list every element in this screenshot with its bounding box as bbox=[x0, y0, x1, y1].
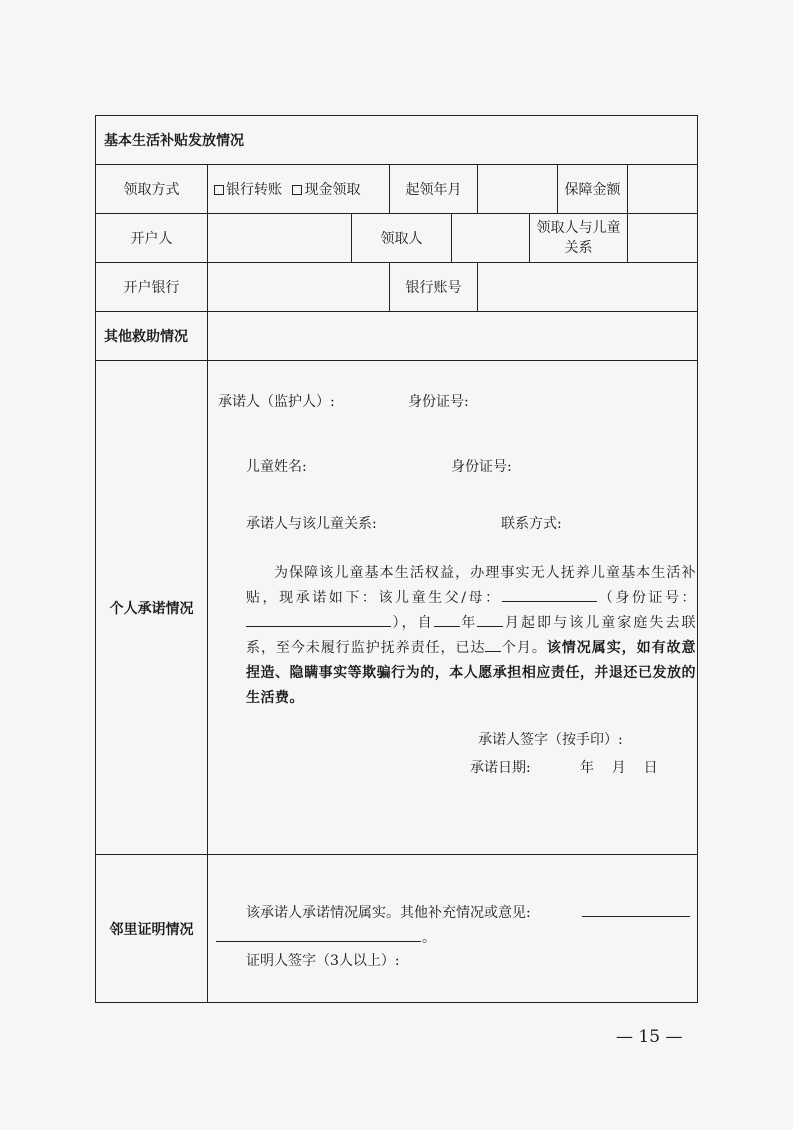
promiser-id-label: 身份证号: bbox=[408, 394, 469, 410]
promise-text-3: ），自 bbox=[391, 615, 434, 631]
relation-field[interactable] bbox=[628, 214, 698, 263]
month-blank[interactable] bbox=[477, 612, 503, 627]
account-no-label: 银行账号 bbox=[390, 263, 478, 312]
bank-transfer-checkbox[interactable] bbox=[214, 185, 224, 195]
account-no-field[interactable] bbox=[478, 263, 698, 312]
other-aid-field[interactable] bbox=[208, 312, 698, 361]
relation-text-label: 承诺人与该儿童关系: bbox=[246, 516, 377, 532]
child-id-label: 身份证号: bbox=[451, 459, 512, 475]
cash-label: 现金领取 bbox=[304, 182, 361, 198]
amount-label: 保障金额 bbox=[558, 165, 628, 214]
bank-label: 开户银行 bbox=[96, 263, 208, 312]
relation-label-line2: 关系 bbox=[564, 240, 593, 256]
holder-label: 开户人 bbox=[96, 214, 208, 263]
promise-cell bbox=[208, 361, 698, 855]
promiser-label: 承诺人（监护人）: bbox=[218, 394, 335, 410]
promise-content bbox=[208, 361, 697, 854]
neighbor-opinion-blank-2[interactable] bbox=[216, 927, 421, 942]
amount-field[interactable] bbox=[628, 165, 698, 214]
promise-text-1: 为保障该儿童基本生活权益，办理事实无人抚养儿童基本生活补贴，现承诺如下：该儿童生父/母： bbox=[246, 565, 696, 606]
receiver-field[interactable] bbox=[452, 214, 530, 263]
page-number: — 15 — bbox=[616, 1027, 683, 1047]
neighbor-statement: 该承诺人承诺情况属实。其他补充情况或意见: bbox=[246, 905, 531, 921]
bank-field[interactable] bbox=[208, 263, 390, 312]
neighbor-period: 。 bbox=[422, 930, 436, 946]
neighbor-opinion-blank-1[interactable] bbox=[582, 902, 690, 917]
parent-name-blank[interactable] bbox=[502, 587, 597, 602]
neighbor-content bbox=[208, 855, 697, 1002]
promise-bold-text: 该情况属实，如有故意捏造、隐瞒事实等欺骗行为的，本人愿承担相应责任，并退还已发放的生活费。 bbox=[246, 640, 697, 706]
other-aid-row bbox=[96, 312, 698, 361]
subsidy-form-table bbox=[95, 115, 698, 1003]
witness-signature-label: 证明人签字（3人以上）: bbox=[246, 953, 400, 969]
account-holder-row bbox=[96, 214, 698, 263]
other-aid-label: 其他救助情况 bbox=[96, 312, 208, 361]
receive-method-options bbox=[208, 165, 390, 214]
neighbor-label: 邻里证明情况 bbox=[96, 855, 208, 1003]
receive-method-row bbox=[96, 165, 698, 214]
bank-row bbox=[96, 263, 698, 312]
cash-checkbox[interactable] bbox=[292, 185, 302, 195]
promise-text-4: 年 bbox=[459, 615, 478, 631]
promise-label: 个人承诺情况 bbox=[96, 361, 208, 855]
promise-row bbox=[96, 361, 698, 855]
child-name-label: 儿童姓名: bbox=[246, 459, 307, 475]
start-month-label: 起领年月 bbox=[390, 165, 478, 214]
holder-field[interactable] bbox=[208, 214, 352, 263]
bank-transfer-label: 银行转账 bbox=[226, 182, 282, 198]
promise-text-5: 月起即与该儿童家庭失去联系，至今未履行监护抚养责任，已达 bbox=[246, 615, 697, 656]
relation-label bbox=[530, 214, 628, 263]
promise-text-2: （身份证号： bbox=[596, 590, 697, 606]
section-basic-row bbox=[96, 116, 698, 165]
promise-date-units: 年 月 日 bbox=[580, 760, 658, 776]
receiver-label: 领取人 bbox=[352, 214, 452, 263]
promise-date-label: 承诺日期: bbox=[470, 760, 531, 776]
parent-id-blank[interactable] bbox=[246, 612, 391, 627]
promiser-signature-label: 承诺人签字（按手印）: bbox=[478, 732, 623, 748]
months-count-blank[interactable] bbox=[485, 637, 501, 652]
section-basic-title: 基本生活补贴发放情况 bbox=[96, 116, 698, 165]
start-month-field[interactable] bbox=[478, 165, 558, 214]
relation-label-line1: 领取人与儿童 bbox=[536, 220, 621, 236]
promise-paragraph bbox=[246, 561, 696, 711]
receive-method-label: 领取方式 bbox=[96, 165, 208, 214]
neighbor-row bbox=[96, 855, 698, 1003]
year-blank[interactable] bbox=[434, 612, 460, 627]
contact-label: 联系方式: bbox=[501, 516, 562, 532]
promise-text-6: 个月。 bbox=[501, 640, 547, 656]
neighbor-cell bbox=[208, 855, 698, 1003]
